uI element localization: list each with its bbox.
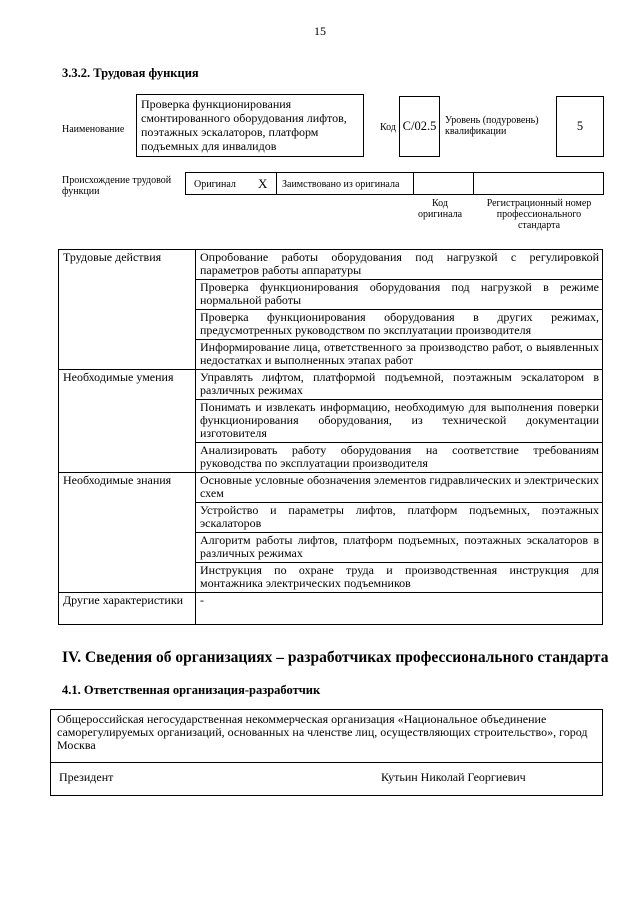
labor-function-table xyxy=(58,249,603,625)
divider xyxy=(473,173,474,194)
category-cell: Трудовые действия xyxy=(59,250,196,370)
organization-name: Общероссийская негосударственная некоммерческая организация «Национальное объединение саморегулируемых организаций, основанных на членстве лиц, осуществляющих строительство», город Москва xyxy=(57,712,588,752)
table-row xyxy=(59,250,603,280)
borrowed-label: Заимствовано из оригинала xyxy=(282,179,400,190)
reg-caption: Регистрационный номер профессионального стандарта xyxy=(486,198,592,231)
code-caption: Код оригинала xyxy=(417,198,463,220)
level-value: 5 xyxy=(576,119,584,133)
code-box xyxy=(399,96,440,157)
table-cell: Устройство и параметры лифтов, платформ подъемных, поэтажных эскалаторов xyxy=(196,503,603,533)
table-cell: Алгоритм работы лифтов, платформ подъемных, поэтажных эскалаторов в различных режимах xyxy=(196,533,603,563)
original-label: Оригинал xyxy=(194,179,236,190)
name-value-box xyxy=(136,94,364,157)
level-label: Уровень (подуровень) квалификации xyxy=(445,115,539,137)
level-box xyxy=(556,96,604,157)
signatory-role: Президент xyxy=(59,770,114,784)
code-label: Код xyxy=(380,122,396,133)
name-label: Наименование xyxy=(62,124,125,135)
table-cell: Понимать и извлекать информацию, необходимую для выполнения поверки функционирования оборудования, из технической документации изготовителя xyxy=(196,400,603,443)
table-cell: Информирование лица, ответственного за производство работ, о выявленных недостатках и выполненных этапах работ xyxy=(196,340,603,370)
section-title: 3.3.2. Трудовая функция xyxy=(62,66,199,80)
signatory-name: Кутьин Николай Георгиевич xyxy=(381,770,526,784)
subsection-title: 4.1. Ответственная организация-разработчик xyxy=(62,683,321,697)
table-cell: Проверка функционирования оборудования под нагрузкой в режиме нормальной работы xyxy=(196,280,603,310)
divider xyxy=(51,762,602,763)
table-cell: - xyxy=(196,593,603,625)
divider xyxy=(413,173,414,194)
function-name: Проверка функционирования смонтированного оборудования лифтов, поэтажных эскалаторов, платформ подъемных для инвалидов xyxy=(141,97,347,153)
table-row xyxy=(59,473,603,503)
table-cell: Инструкция по охране труда и производственная инструкция для монтажника электрических подъемников xyxy=(196,563,603,593)
original-mark: X xyxy=(258,176,268,191)
table-row xyxy=(59,370,603,400)
table-cell: Основные условные обозначения элементов гидравлических и электрических схем xyxy=(196,473,603,503)
category-cell: Необходимые умения xyxy=(59,370,196,473)
table-cell: Управлять лифтом, платформой подъемной, поэтажным эскалатором в различных режимах xyxy=(196,370,603,400)
table-cell: Опробование работы оборудования под нагрузкой с регулировкой параметров работы аппаратуры xyxy=(196,250,603,280)
category-cell: Другие характеристики xyxy=(59,593,196,625)
page-number: 15 xyxy=(314,24,326,38)
divider xyxy=(276,173,277,194)
organization-box xyxy=(50,709,603,796)
category-cell: Необходимые знания xyxy=(59,473,196,593)
part-title: IV. Сведения об организациях – разработчиках профессионального стандарта xyxy=(62,649,609,666)
table-cell: Проверка функционирования оборудования в других режимах, предусмотренных руководством по эксплуатации производителя xyxy=(196,310,603,340)
table-cell: Анализировать работу оборудования на соответствие требованиям руководства по эксплуатации производителя xyxy=(196,443,603,473)
origin-row xyxy=(185,172,604,195)
origin-label: Происхождение трудовой функции xyxy=(62,175,172,197)
table-row xyxy=(59,593,603,625)
code-value: С/02.5 xyxy=(402,119,437,133)
